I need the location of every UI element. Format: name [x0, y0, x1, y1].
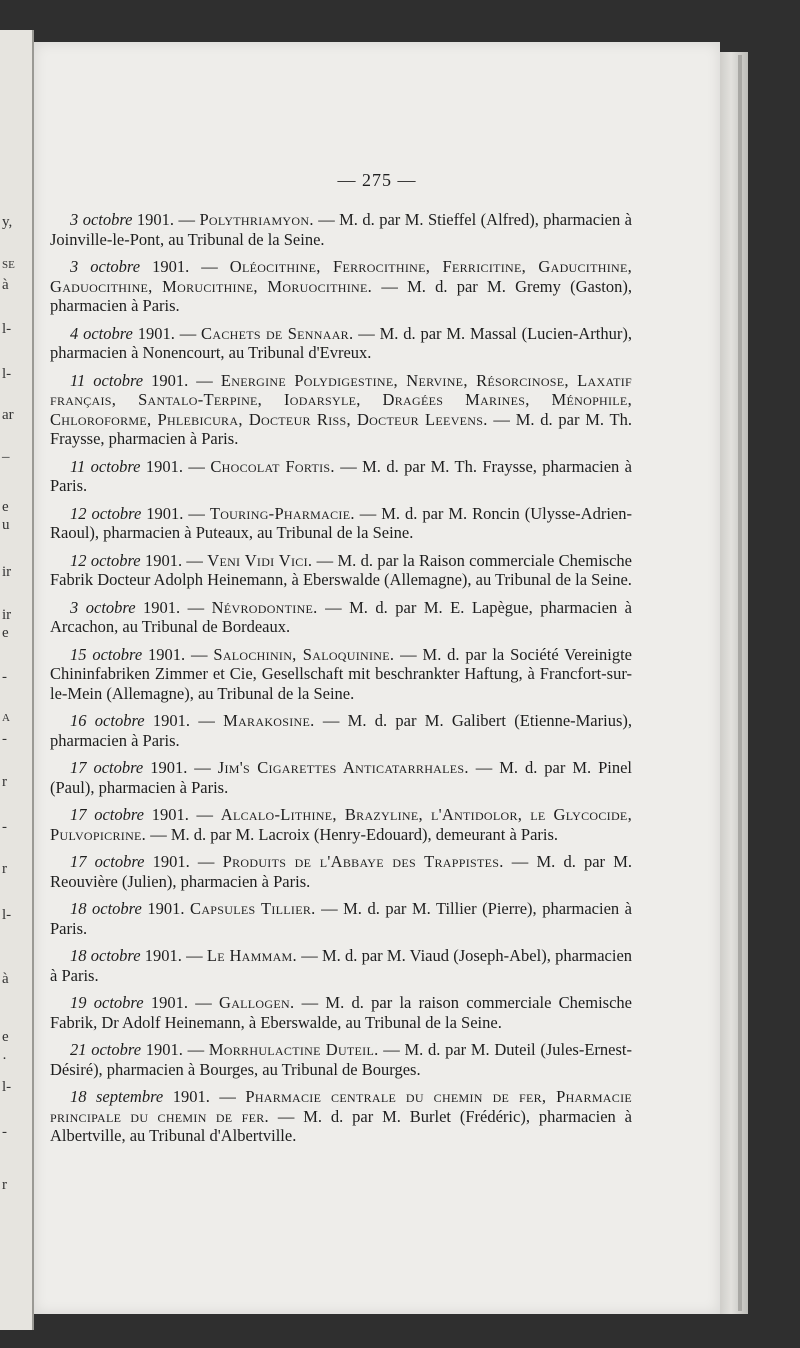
left-margin-fragment: - [2, 731, 7, 747]
entry-details: — M. d. par M. Tillier (Pierre), pharmacien à Paris. [50, 899, 633, 938]
trademark-entry [50, 899, 632, 938]
entry-details: — M. d. par M. Gremy (Gaston), pharmacien à Paris. [50, 276, 632, 315]
entry-details: — M. d. par la Société Vereinigte Chininfabriken Zimmer et Cie, Gesellschaft mit beschrankter Haftung, à Francfort-sur-le-Mein (Allemagne), au Tribunal de la Seine. [50, 644, 633, 703]
entry-year: 1901. — [140, 550, 208, 570]
entry-year: 1901. — [141, 1040, 209, 1059]
trademark-entry [50, 371, 632, 449]
entry-product: Chocolat Fortis. [210, 456, 335, 476]
left-margin-fragment: – [2, 449, 10, 465]
entry-date: 3 octobre [70, 257, 141, 276]
left-margin-fragment: l- [2, 321, 12, 337]
trademark-entry [50, 711, 632, 750]
page-stack-edge [720, 52, 748, 1314]
entry-product: Le Hammam. [206, 946, 297, 965]
left-margin-fragment: e [2, 1029, 9, 1045]
entry-year: 1901. — [144, 711, 224, 730]
entry-product: Morrhulactine Duteil. [208, 1040, 379, 1059]
entry-product: Pharmacie centrale du chemin de fer, Pharmacie principale du chemin de fer. [50, 1087, 632, 1126]
trademark-entry [50, 1040, 632, 1079]
entry-details: — M. d. par M. Burlet (Frédéric), pharmacien à Albertville, au Tribunal d'Albertville. [50, 1106, 632, 1145]
entry-date: 3 octobre [70, 210, 133, 229]
left-margin-fragment: y, [2, 214, 13, 230]
entry-product: Jim's Cigarettes Anticatarrhales. [217, 758, 469, 777]
entry-date: 12 octobre [70, 503, 142, 523]
book-page [34, 42, 720, 1314]
entry-year: 1901. — [132, 323, 202, 343]
entry-year: 1901. — [140, 946, 207, 965]
left-margin-fragment: SE [2, 259, 15, 271]
entry-product: Energine Polydigestine, Nervine, Résorcinose, Laxatif français, Santalo-Terpine, Iodarsyle, Dragées Marines, Ménophile, Chloroforme, Phlebicura, Docteur Riss, Docteur Leevens. [50, 370, 632, 429]
trademark-entry [50, 598, 632, 637]
page-number: — 275 — [337, 170, 417, 190]
entry-product: Polythriamyon. [199, 210, 314, 229]
entry-year: 1901. — [144, 805, 221, 824]
entry-details: — M. d. par M. Viaud (Joseph-Abel), pharmacien à Paris. [50, 946, 633, 985]
trademark-entry [50, 993, 632, 1032]
left-margin-fragment: l- [2, 366, 12, 382]
entry-date: 18 septembre [70, 1087, 164, 1106]
trademark-entry [50, 504, 632, 543]
entry-details: — M. d. par M. Duteil (Jules-Ernest-Désiré), pharmacien à Bourges, au Tribunal de Bourges. [50, 1040, 632, 1079]
trademark-entry [50, 324, 632, 363]
left-margin-fragment: ir [2, 564, 12, 580]
left-margin-fragment: A [2, 712, 10, 724]
entry-details: — M. d. par M. Roncin (Ulysse-Adrien-Raoul), pharmacien à Puteaux, au Tribunal de la Seine. [50, 503, 632, 542]
left-margin-fragment: r [2, 774, 7, 790]
entry-year: 1901. — [143, 758, 218, 777]
entry-date: 11 octobre [70, 370, 144, 390]
left-margin-fragment: l- [2, 1079, 12, 1095]
page-stack-shadow [738, 55, 742, 1311]
trademark-entry [50, 457, 632, 496]
entry-details: — M. d. par M. Stieffel (Alfred), pharmacien à Joinville-le-Pont, au Tribunal de la Seine. [50, 210, 633, 249]
trademark-entries [50, 210, 632, 1154]
entry-year: 1901. — [143, 993, 219, 1012]
entry-year: 1901. — [163, 1087, 246, 1106]
left-margin-fragment: e [2, 625, 9, 641]
entry-date: 17 octobre [70, 852, 145, 871]
previous-page-edge [0, 30, 34, 1330]
entry-year: 1901. — [141, 503, 210, 523]
left-margin-fragment: ir [2, 607, 12, 623]
left-margin-fragment: l- [2, 907, 12, 923]
entry-product: Gallogen. [218, 993, 295, 1012]
entry-details: — M. d. par M. Pinel (Paul), pharmacien à Paris. [50, 758, 633, 797]
entry-product: Cachets de Sennaar. [201, 323, 354, 343]
left-margin-fragment: ar [2, 407, 14, 423]
entry-details: — M. d. par M. Lacroix (Henry-Edouard), demeurant à Paris. [146, 824, 559, 844]
entry-product: Oléocithine, Ferrocithine, Ferricitine, Gaducithine, Gaduocithine, Morucithine, Moruocithine. [50, 257, 633, 296]
entry-date: 17 octobre [70, 758, 144, 777]
entry-year: 1901. — [142, 644, 214, 664]
entry-date: 18 octobre [70, 899, 142, 918]
entry-product: Alcalo-Lithine, Brazyline, l'Antidolor, le Glycocide, Pulvopicrine. [50, 805, 632, 844]
entry-details: — M. d. par M. Galibert (Etienne-Marius), pharmacien à Paris. [50, 711, 633, 750]
entry-product: Capsules Tillier. [190, 899, 316, 918]
entry-date: 16 octobre [70, 711, 145, 730]
trademark-entry [50, 805, 632, 844]
left-margin-fragment: - [2, 1124, 7, 1140]
entry-date: 3 octobre [70, 597, 136, 617]
entry-details: — M. d. par M. Th. Fraysse, pharmacien à Paris. [50, 409, 632, 448]
entry-year: 1901. — [140, 257, 230, 276]
left-margin-fragment: r [2, 1177, 7, 1193]
trademark-entry [50, 758, 632, 797]
left-margin-fragment: e [2, 499, 9, 515]
trademark-entry [50, 551, 632, 590]
trademark-entry [50, 946, 632, 985]
entry-date: 4 octobre [70, 323, 133, 343]
entry-product: Veni Vidi Vici. [207, 550, 313, 570]
entry-product: Salochinin, Saloquinine. [213, 644, 395, 664]
trademark-entry [50, 852, 632, 891]
left-margin-fragment: à [2, 277, 9, 293]
entry-date: 19 octobre [70, 993, 144, 1012]
entry-date: 17 octobre [70, 805, 144, 824]
left-margin-fragment: u [2, 517, 10, 533]
entry-year: 1901. — [143, 370, 221, 390]
left-margin-fragment: - [2, 819, 7, 835]
entry-date: 21 octobre [70, 1040, 142, 1059]
entry-date: 11 octobre [70, 456, 141, 476]
left-margin-fragment: à [2, 971, 9, 987]
left-margin-fragment: · [2, 1051, 7, 1067]
entry-date: 18 octobre [70, 946, 141, 965]
entry-details: — M. d. par M. Th. Fraysse, pharmacien à Paris. [50, 456, 632, 495]
entry-product: Touring-Pharmacie. [209, 503, 355, 523]
trademark-entry [50, 210, 632, 249]
entry-details: — M. d. par M. E. Lapègue, pharmacien à Arcachon, au Tribunal de Bordeaux. [50, 597, 633, 636]
entry-product: Névrodontine. [211, 597, 318, 617]
entry-details: — M. d. par la Raison commerciale Chemische Fabrik Docteur Adolph Heinemann, à Eberswalde (Allemagne), au Tribunal de la Seine. [50, 550, 632, 589]
entry-year: 1901. — [144, 852, 223, 871]
entry-details: — M. d. par la raison commerciale Chemische Fabrik, Dr Adolf Heinemann, à Eberswalde, au Tribunal de la Seine. [50, 993, 632, 1032]
trademark-entry [50, 257, 632, 316]
entry-year: 1901. — [132, 210, 200, 229]
entry-product: Marakosine. [223, 711, 315, 730]
left-margin-fragment: r [2, 861, 7, 877]
left-margin-fragment: - [2, 669, 7, 685]
entry-date: 12 octobre [70, 550, 141, 570]
entry-details: — M. d. par M. Massal (Lucien-Arthur), pharmacien à Nonencourt, au Tribunal d'Evreux. [50, 323, 632, 362]
entry-details: — M. d. par M. Reouvière (Julien), pharmacien à Paris. [50, 852, 633, 891]
entry-product: Produits de l'Abbaye des Trappistes. [222, 852, 504, 871]
trademark-entry [50, 645, 632, 704]
entry-year: 1901. [141, 899, 191, 918]
entry-date: 15 octobre [70, 644, 143, 664]
entry-year: 1901. — [140, 456, 211, 476]
entry-year: 1901. — [135, 597, 212, 617]
trademark-entry [50, 1087, 632, 1146]
